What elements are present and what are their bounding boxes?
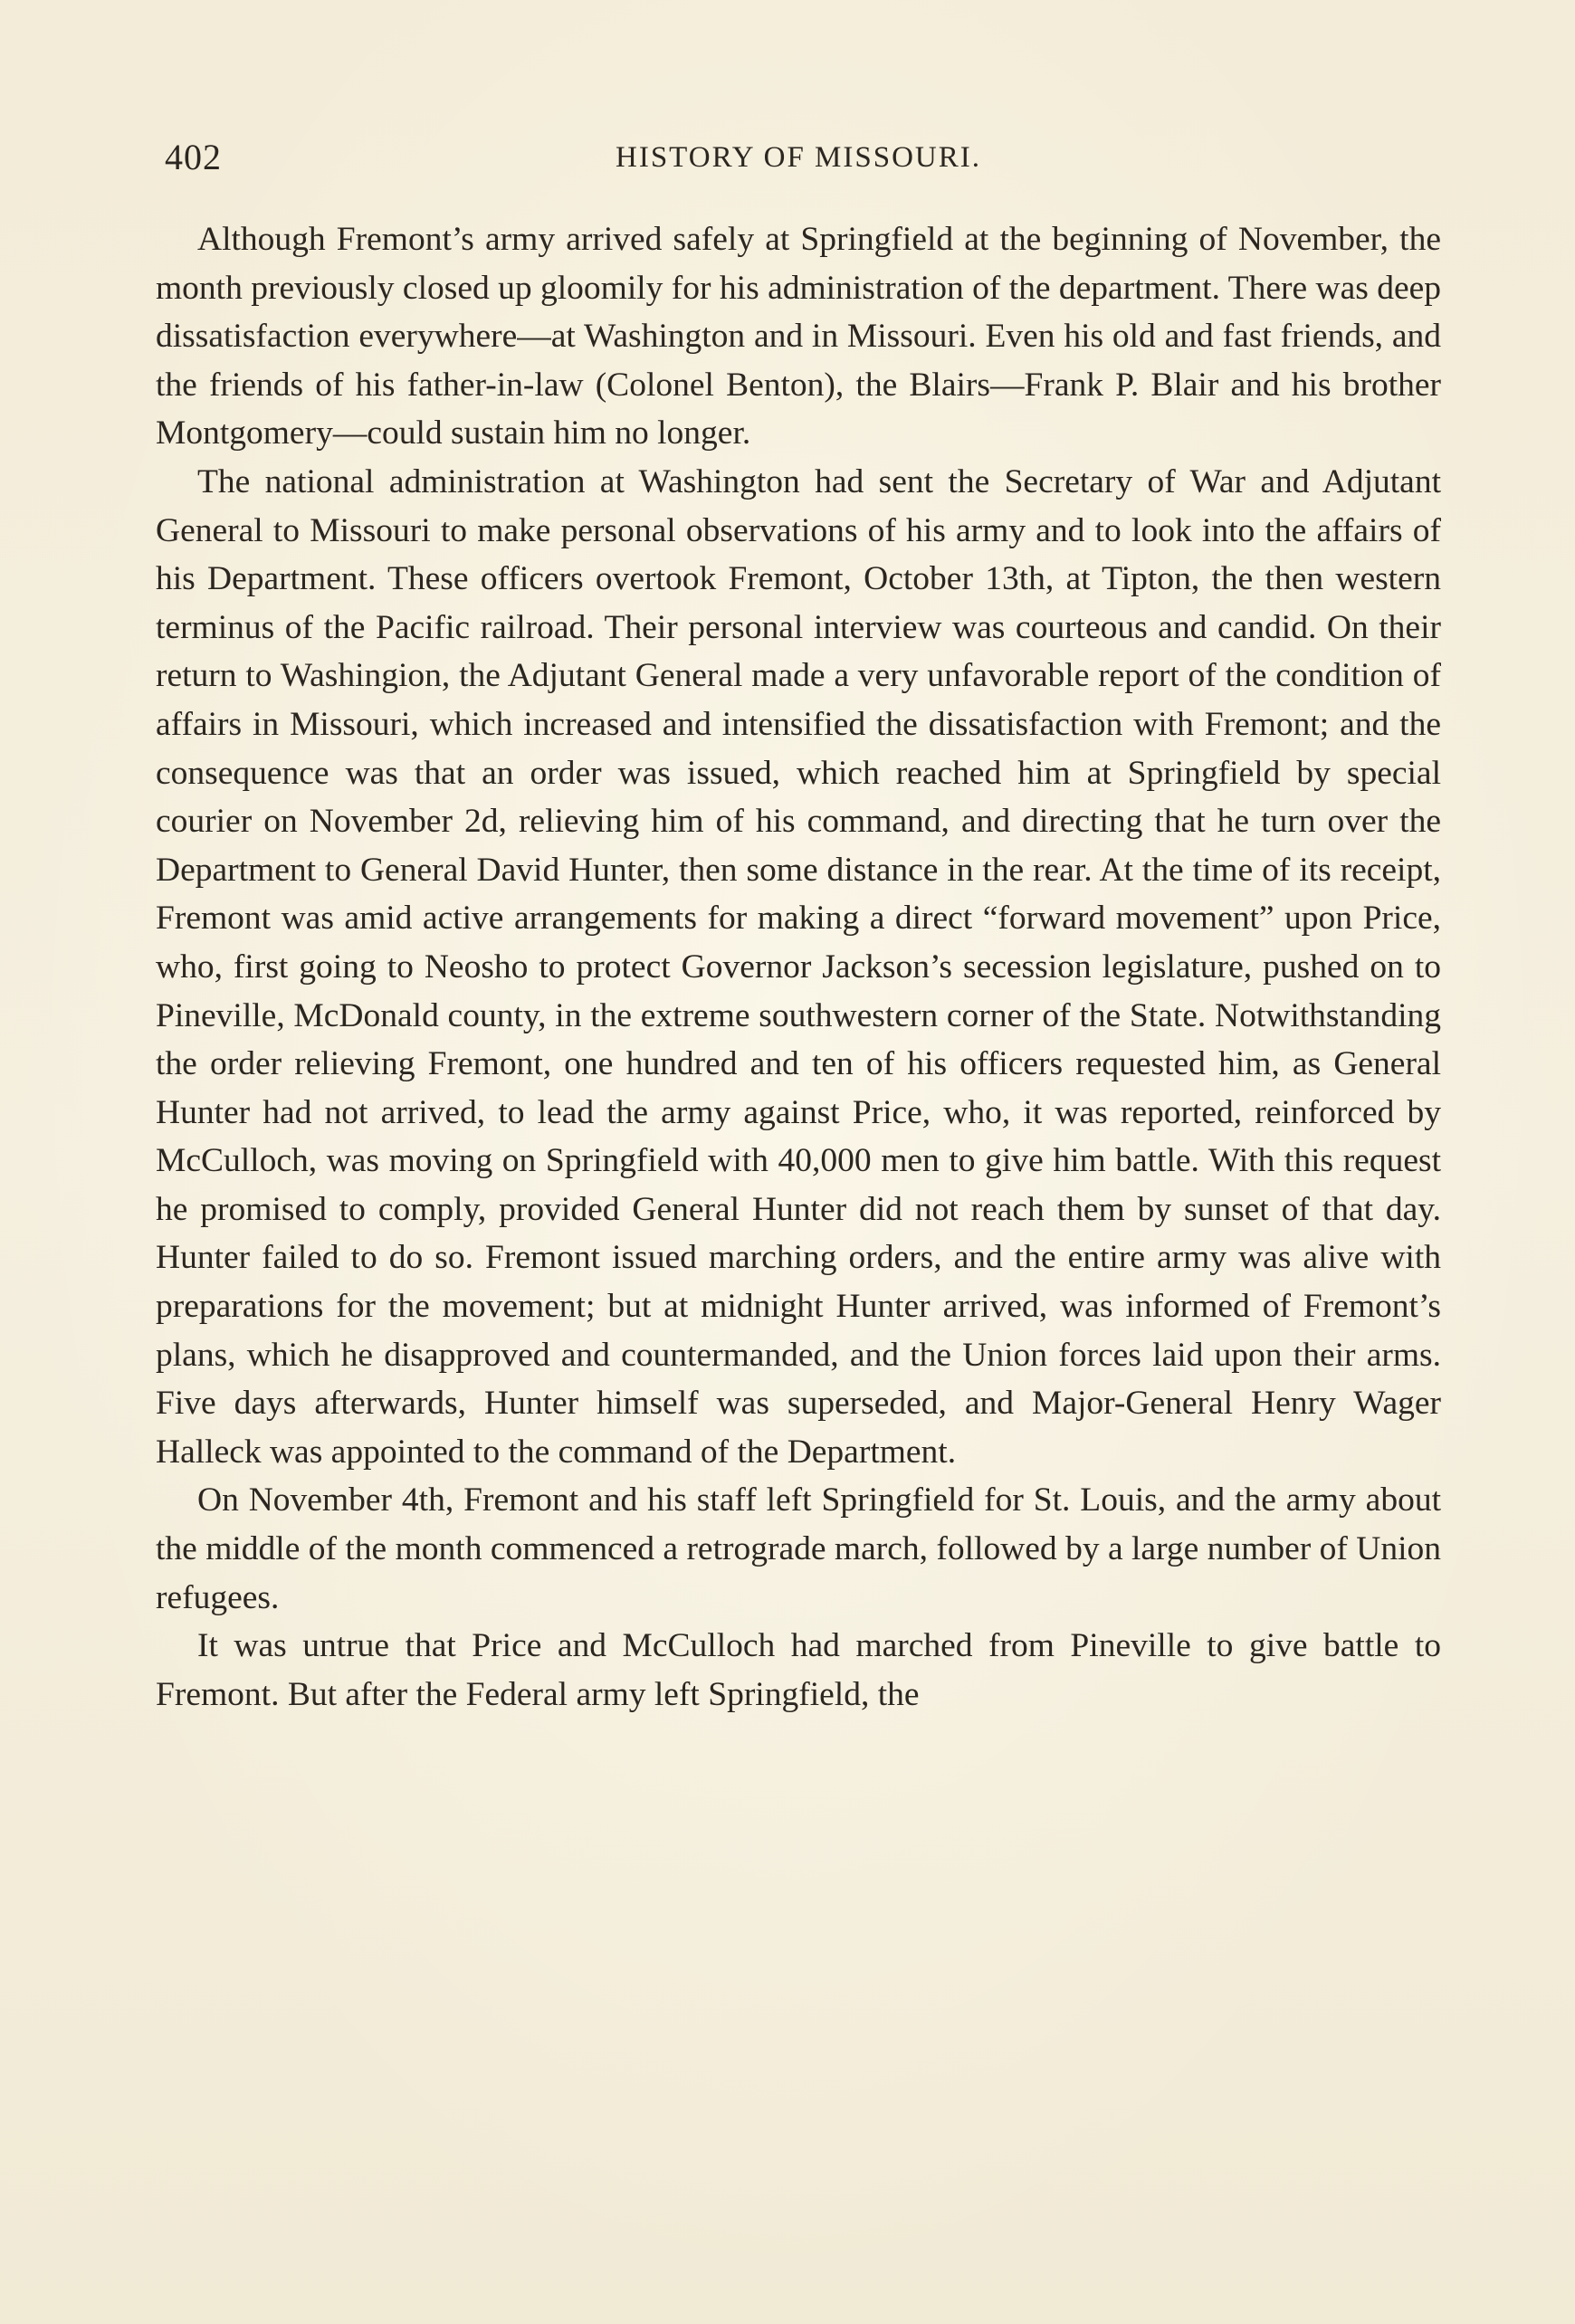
page-number: 402 — [165, 137, 222, 177]
paragraph-price-mcculloch: It was untrue that Price and McCulloch had marched from Pineville to give battle to Fremont. But after the Federal army left Springfield, the — [156, 1627, 1441, 1713]
paragraph-fremont-departure: On November 4th, Fremont and his staff left Springfield for St. Louis, and the army about the middle of the month commenced a retrograde march, followed by a large number of Union refugees. — [156, 1481, 1441, 1616]
running-title: HISTORY OF MISSOURI. — [616, 141, 981, 174]
page-header — [156, 136, 1441, 190]
body-text — [156, 215, 1441, 1719]
paragraph-fremont-dissatisfaction: Although Fremont’s army arrived safely at Springfield at the beginning of November, the month previously closed up gloomily for his administration of the department. There was deep dissatisfaction everywhere—at Washington and in Missouri. Even his old and fast friends, and the friends of his father-in-law (Colonel Benton), the Blairs—Frank P. Blair and his brother Montgomery—could sustain him no longer. — [156, 221, 1441, 452]
paragraph-war-department-visit: The national administration at Washington had sent the Secretary of War and Adjutant General to Missouri to make personal observations of his army and to look into the affairs of his Department. These officers overtook Fremont, October 13th, at Tipton, the then western terminus of the Pacific railroad. Their personal interview was courteous and candid. On their return to Washingion, the Adjutant General made a very unfavorable report of the condition of affairs in Missouri, which increased and intensified the dissatisfaction with Fremont; and the consequence was that an order was issued, which reached him at Springfield by special courier on November 2d, relieving him of his command, and directing that he turn over the Department to General David Hunter, then some distance in the rear. At the time of its receipt, Fremont was amid active arrangements for making a direct “forward movement” upon Price, who, first going to Neosho to protect Governor Jackson’s secession legislature, pushed on to Pineville, McDonald county, in the extreme southwestern corner of the State. Notwithstanding the order relieving Fremont, one hundred and ten of his officers requested him, as General Hunter had not arrived, to lead the army against Price, who, it was reported, reinforced by McCulloch, was moving on Springfield with 40,000 men to give him battle. With this request he promised to comply, provided General Hunter did not reach them by sunset of that day. Hunter failed to do so. Fremont issued marching orders, and the entire army was alive with preparations for the movement; but at midnight Hunter arrived, was informed of Fremont’s plans, which he disapproved and countermanded, and the Union forces laid upon their arms. Five days afterwards, Hunter himself was superseded, and Major-General Henry Wager Halleck was appointed to the command of the Department. — [156, 462, 1441, 1471]
